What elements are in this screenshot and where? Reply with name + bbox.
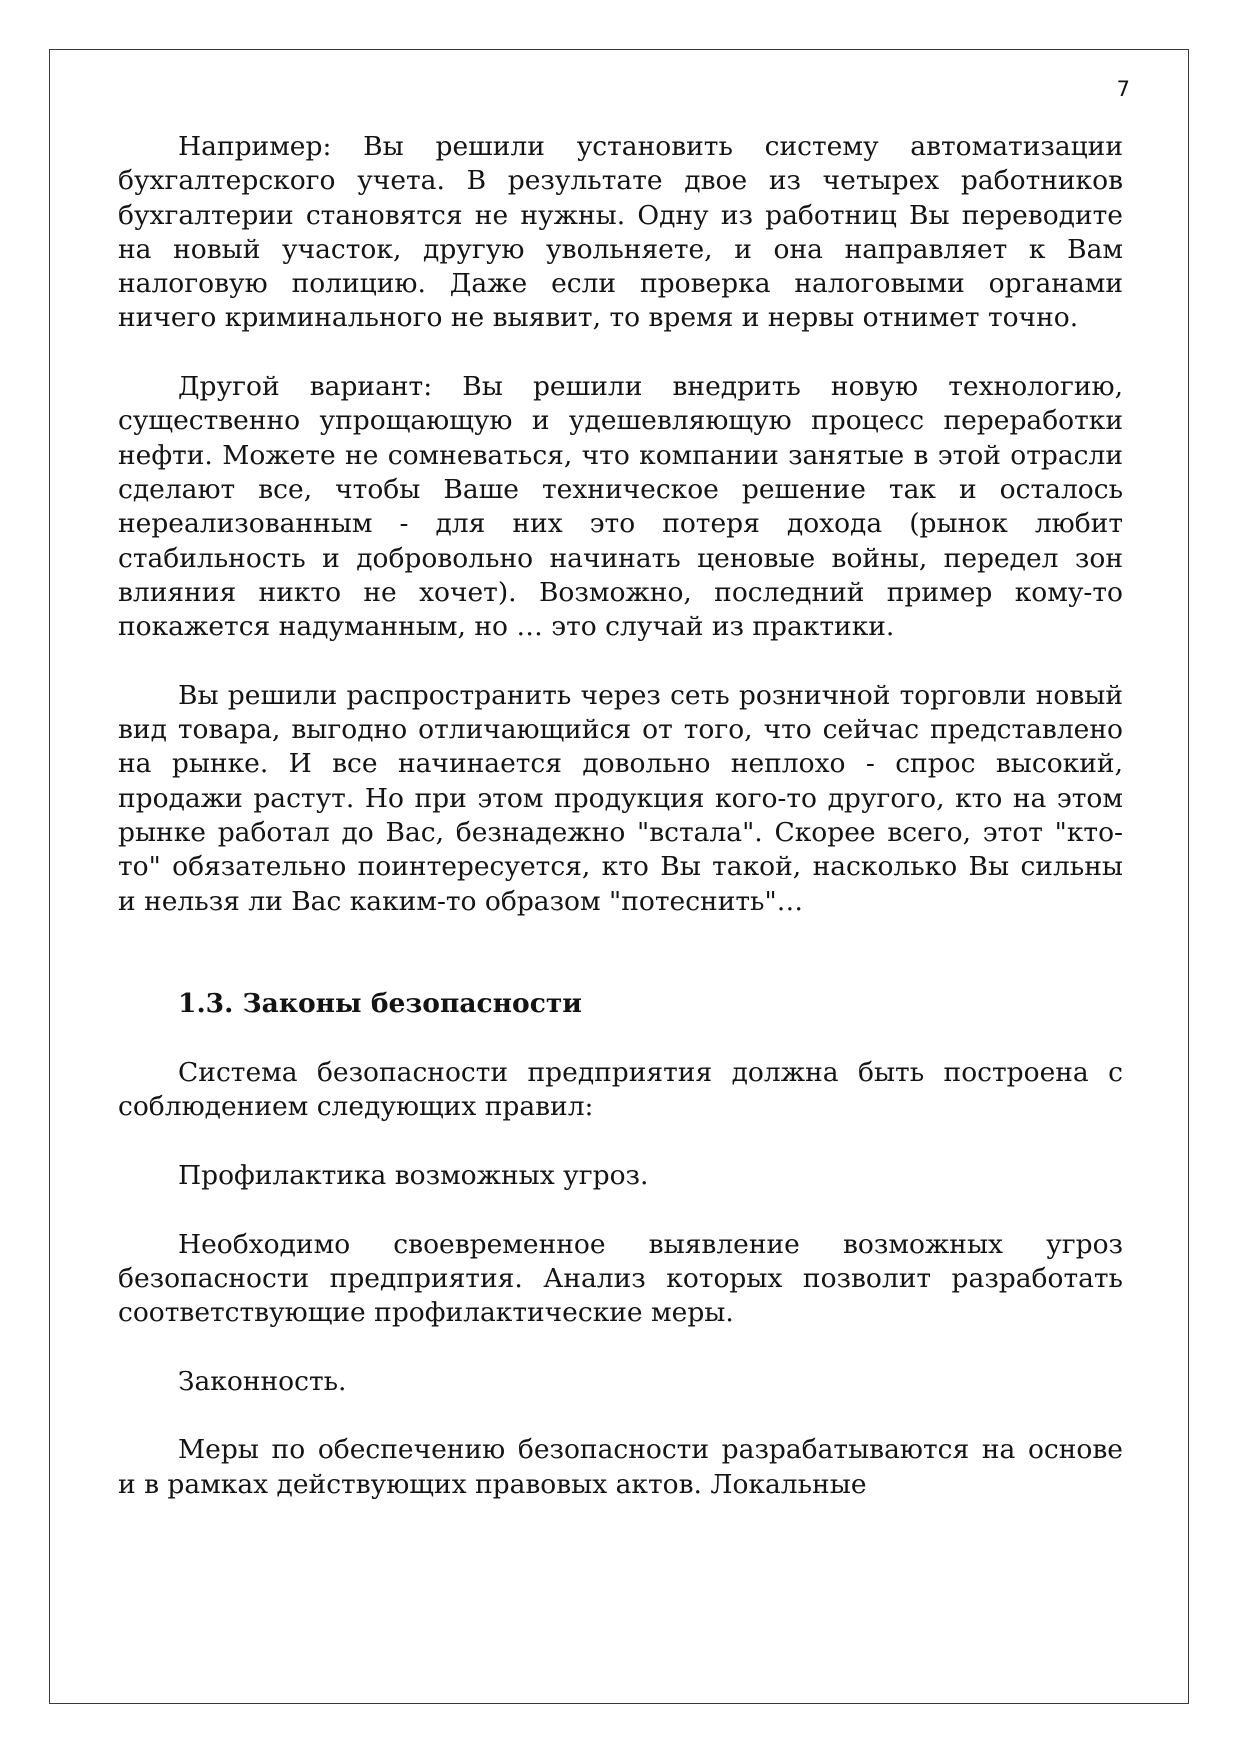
paragraph-retail-example: Вы решили распространить через сеть розничной торговли новый вид товара, выгодно отличающийся от того, что сейчас представлено на рынке. И все начинается довольно неплохо - спрос высокий, продажи растут. Но при этом продукция кого-то другого, кто на этом рынке работал до Вас, безнадежно "встала". Скорее всего, этот "кто-то" обязательно поинтересуется, кто Вы такой, насколько Вы сильны и нельзя ли Вас каким-то образом "потеснить"… bbox=[118, 679, 1123, 917]
document-body bbox=[118, 130, 1123, 1536]
paragraph-legality-text: Меры по обеспечению безопасности разрабатываются на основе и в рамках действующих правовых актов. Локальные bbox=[118, 1434, 1123, 1500]
paragraph-prevention-text: Необходимо своевременное выявление возможных угроз безопасности предприятия. Анализ которых позволит разработать соответствующие профилактические меры. bbox=[118, 1228, 1123, 1329]
paragraph-prevention-title: Профилактика возможных угроз. bbox=[178, 1159, 649, 1191]
paragraph-automation-example: Например: Вы решили установить систему автоматизации бухгалтерского учета. В результате двое из четырех работников бухгалтерии становятся не нужны. Одну из работниц Вы переводите на новый участок, другую увольняете, и она направляет к Вам налоговую полицию. Даже если проверка налоговыми органами ничего криминального не выявит, то время и нервы отнимет точно. bbox=[118, 131, 1123, 334]
paragraph-oil-technology-example: Другой вариант: Вы решили внедрить новую технологию, существенно упрощающую и удешевляющую процесс переработки нефти. Можете не сомневаться, что компании занятые в этой отрасли сделают все, чтобы Ваше техническое решение так и осталось нереализованным - для них это потеря дохода (рынок любит стабильность и добровольно начинать ценовые войны, передел зон влияния никто не хочет). Возможно, последний пример кому-то покажется надуманным, но … это случай из практики. bbox=[118, 371, 1123, 643]
section-spacer bbox=[118, 953, 1123, 987]
section-heading: 1.3. Законы безопасности bbox=[178, 988, 582, 1020]
paragraph-legality-title: Законность. bbox=[178, 1365, 347, 1397]
paragraph-system-rules: Система безопасности предприятия должна быть построена с соблюдением следующих правил: bbox=[118, 1057, 1123, 1123]
page-number: 7 bbox=[1116, 77, 1130, 101]
